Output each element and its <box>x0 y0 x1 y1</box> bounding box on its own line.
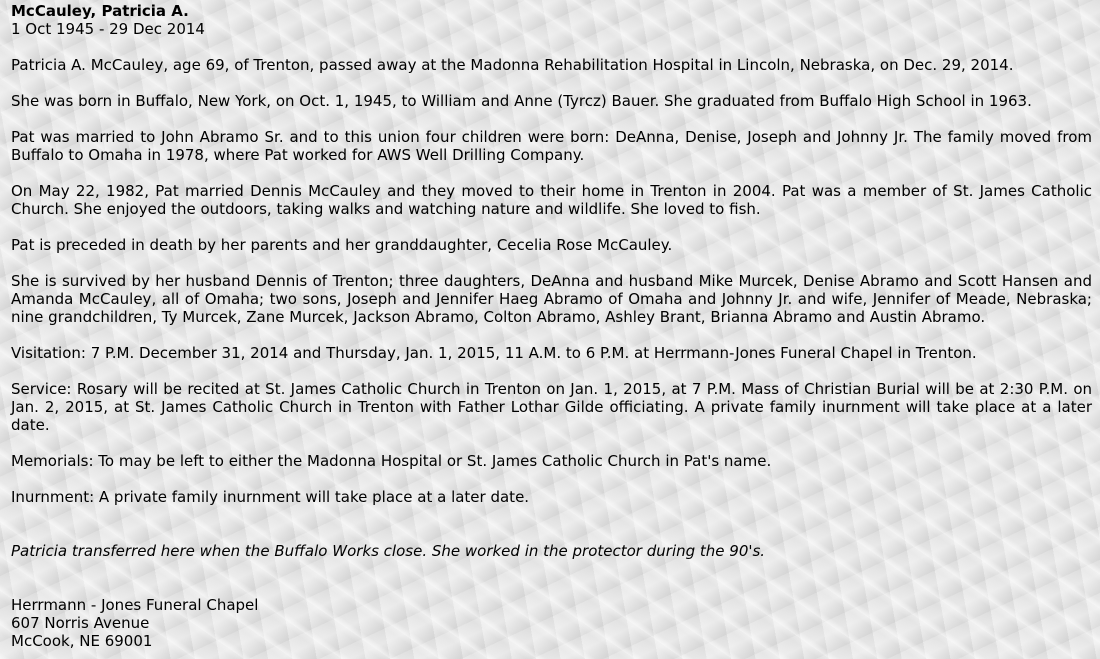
address-line-street: 607 Norris Avenue <box>11 614 150 632</box>
obituary-name: McCauley, Patricia A. <box>11 2 189 20</box>
obituary-dates: 1 Oct 1945 - 29 Dec 2014 <box>11 20 205 38</box>
paragraph-preceded: Pat is preceded in death by her parents and her granddaughter, Cecelia Rose McCauley. <box>11 236 673 254</box>
paragraph-second-marriage: On May 22, 1982, Pat married Dennis McCauley and they moved to their home in Trenton in 2004. Pat was a member of St. James Catholic Church. She enjoyed the outdoors, taking walks and watching nature and wildlife. She loved to fish. <box>11 182 1092 218</box>
address-line-name: Herrmann - Jones Funeral Chapel <box>11 596 259 614</box>
paragraph-memorials: Memorials: To may be left to either the Madonna Hospital or St. James Catholic Church in Pat's name. <box>11 452 772 470</box>
paragraph-first-marriage: Pat was married to John Abramo Sr. and to this union four children were born: DeAnna, Denise, Joseph and Johnny Jr. The family moved from Buffalo to Omaha in 1978, where Pat worked for AWS Well Drilling Company. <box>11 128 1092 164</box>
funeral-home-address <box>11 596 1092 650</box>
paragraph-visitation: Visitation: 7 P.M. December 31, 2014 and Thursday, Jan. 1, 2015, 11 A.M. to 6 P.M. at Herrmann-Jones Funeral Chapel in Trenton. <box>11 344 977 362</box>
paragraph-inurnment: Inurnment: A private family inurnment will take place at a later date. <box>11 488 530 506</box>
paragraph-survived: She is survived by her husband Dennis of Trenton; three daughters, DeAnna and husband Mike Murcek, Denise Abramo and Scott Hansen and Amanda McCauley, all of Omaha; two sons, Joseph and Jennifer Haeg Abramo of Omaha and Johnny Jr. and wife, Jennifer of Meade, Nebraska; nine grandchildren, Ty Murcek, Zane Murcek, Jackson Abramo, Colton Abramo, Ashley Brant, Brianna Abramo and Austin Abramo. <box>11 272 1092 326</box>
obituary-page <box>11 2 1092 650</box>
address-line-city: McCook, NE 69001 <box>11 632 153 650</box>
paragraph-birth: She was born in Buffalo, New York, on Oct. 1, 1945, to William and Anne (Tyrcz) Bauer. She graduated from Buffalo High School in 1963. <box>11 92 1032 110</box>
paragraph-death: Patricia A. McCauley, age 69, of Trenton, passed away at the Madonna Rehabilitation Hospital in Lincoln, Nebraska, on Dec. 29, 2014. <box>11 56 1014 74</box>
personal-note: Patricia transferred here when the Buffalo Works close. She worked in the protector during the 90's. <box>11 542 766 560</box>
paragraph-service: Service: Rosary will be recited at St. James Catholic Church in Trenton on Jan. 1, 2015, at 7 P.M. Mass of Christian Burial will be at 2:30 P.M. on Jan. 2, 2015, at St. James Catholic Church in Trenton with Father Lothar Gilde officiating. A private family inurnment will take place at a later date. <box>11 380 1092 434</box>
